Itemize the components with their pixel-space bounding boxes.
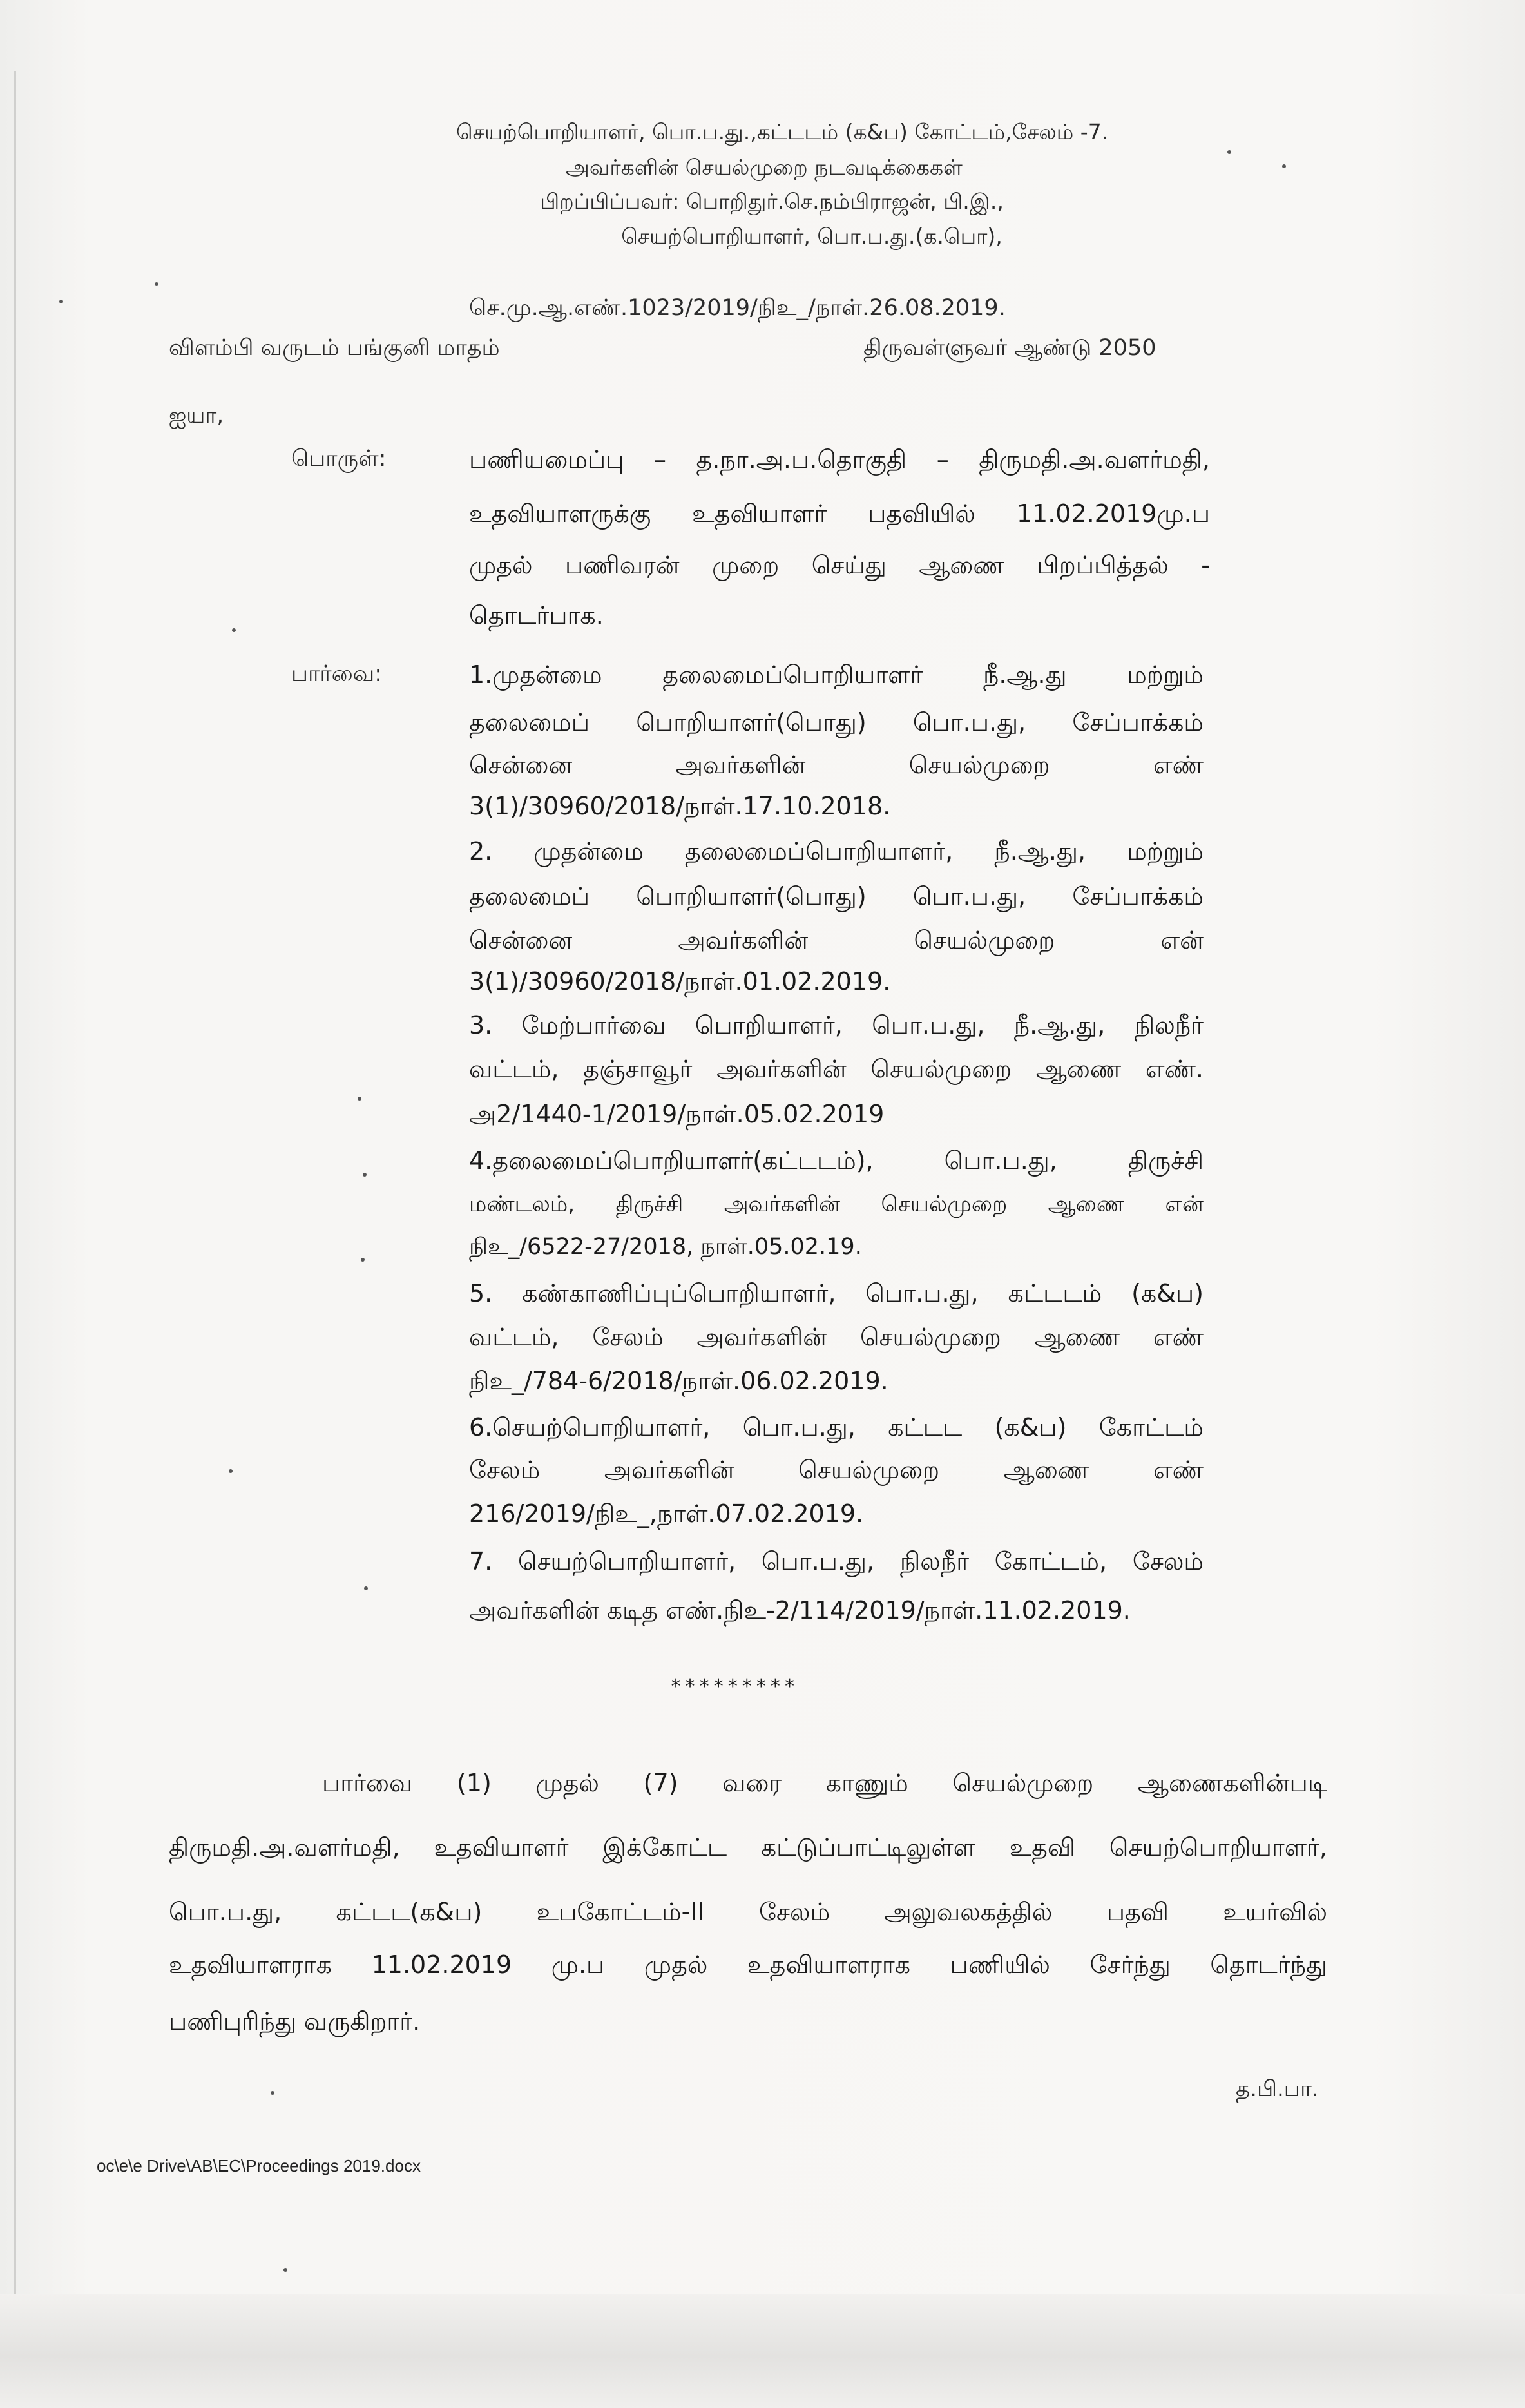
reference-1-line-1: 1.முதன்மை தலைமைப்பொறியாளர் நீ.ஆ.து மற்றும் <box>469 660 1204 689</box>
reference-6-last: 216/2019/நிஉ_,நாள்.07.02.2019. <box>469 1499 864 1528</box>
scan-speck <box>1282 164 1286 168</box>
reference-2-line-1: 2. முதன்மை தலைமைப்பொறியாளர், நீ.ஆ.து, மற்றும் <box>469 837 1204 865</box>
subject-line-2: உதவியாளருக்கு உதவியாளர் பதவியில் 11.02.2019மு.ப <box>469 499 1210 528</box>
scan-speck <box>364 1586 368 1590</box>
header-office-line: செயற்பொறியாளர், பொ.ப.து.,கட்டடம் (க&ப) கோட்டம்,சேலம் -7. <box>456 119 1109 144</box>
reference-3-last: அ2/1440-1/2019/நாள்.05.02.2019 <box>469 1100 885 1128</box>
reference-6-line-2: சேலம் அவர்களின் செயல்முறை ஆணை எண் <box>469 1456 1204 1484</box>
reference-number: செ.மு.ஆ.எண்.1023/2019/நிஉ_/நாள்.26.08.2019. <box>469 295 1006 321</box>
reference-5-line-1: 5. கண்காணிப்புப்பொறியாளர், பொ.ப.து, கட்டடம் (க&ப) <box>469 1279 1204 1307</box>
subject-line-4: தொடர்பாக. <box>469 601 604 630</box>
body-line-2: திருமதி.அ.வளர்மதி, உதவியாளர் இக்கோட்ட கட்டுப்பாட்டிலுள்ள உதவி செயற்பொறியாளர், <box>169 1833 1327 1862</box>
subject-line-3: முதல் பணிவரன் முறை செய்து ஆணை பிறப்பித்தல் - <box>469 551 1210 579</box>
reference-2-last: 3(1)/30960/2018/நாள்.01.02.2019. <box>469 967 891 996</box>
header-proceedings-line: அவர்களின் செயல்முறை நடவடிக்கைகள் <box>566 155 963 180</box>
header-designation-line: செயற்பொறியாளர், பொ.ப.து.(க.பொ), <box>621 224 1002 249</box>
scan-speck <box>1227 150 1231 154</box>
continued-overleaf: த.பி.பா. <box>1236 2076 1319 2102</box>
subject-line-1: பணியமைப்பு – த.நா.அ.ப.தொகுதி – திருமதி.அ.வளர்மதி, <box>469 445 1210 474</box>
body-line-5: பணிபுரிந்து வருகிறார். <box>169 2007 421 2036</box>
scan-speck <box>155 282 158 286</box>
page-edge-line <box>14 71 16 2294</box>
footer-file-path: oc\e\e Drive\AB\EC\Proceedings 2019.docx <box>97 2156 421 2175</box>
subject-label: பொருள்: <box>291 446 387 472</box>
scan-speck <box>271 2091 274 2095</box>
section-separator: ********* <box>670 1675 798 1698</box>
scan-speck <box>358 1097 361 1101</box>
reference-5-last: நிஉ_/784-6/2018/நாள்.06.02.2019. <box>469 1367 888 1395</box>
reference-7-line-1: 7. செயற்பொறியாளர், பொ.ப.து, நிலநீர் கோட்டம், சேலம் <box>469 1547 1204 1575</box>
scan-speck <box>232 628 236 632</box>
body-line-1: பார்வை (1) முதல் (7) வரை காணும் செயல்முறை ஆணைகளின்படி <box>322 1769 1327 1797</box>
scan-speck <box>229 1469 233 1473</box>
reference-3-line-1: 3. மேற்பார்வை பொறியாளர், பொ.ப.து, நீ.ஆ.து, நிலநீர் <box>469 1011 1204 1039</box>
reference-4-last: நிஉ_/6522-27/2018, நாள்.05.02.19. <box>469 1234 862 1260</box>
date-thiruvalluvar-year: திருவள்ளுவர் ஆண்டு 2050 <box>863 335 1156 361</box>
reference-6-line-1: 6.செயற்பொறியாளர், பொ.ப.து, கட்டட (க&ப) கோட்டம் <box>469 1413 1204 1441</box>
reference-2-line-3: சென்னை அவர்களின் செயல்முறை என் <box>469 926 1204 954</box>
reference-4-line-1: 4.தலைமைப்பொறியாளர்(கட்டடம்), பொ.ப.து, திருச்சி <box>469 1146 1204 1175</box>
reference-7-last: அவர்களின் கடித எண்.நிஉ-2/114/2019/நாள்.11.02.2019. <box>469 1596 1131 1624</box>
reference-1-last: 3(1)/30960/2018/நாள்.17.10.2018. <box>469 792 891 820</box>
scan-speck <box>283 2268 287 2272</box>
date-tamil-month: விளம்பி வருடம் பங்குனி மாதம் <box>169 335 500 361</box>
salutation: ஐயா, <box>169 403 224 429</box>
reference-4-line-2: மண்டலம், திருச்சி அவர்களின் செயல்முறை ஆணை என் <box>469 1191 1204 1217</box>
body-line-4: உதவியாளராக 11.02.2019 மு.ப முதல் உதவியாளராக பணியில் சேர்ந்து தொடர்ந்து <box>169 1950 1327 1979</box>
scan-speck <box>59 300 63 303</box>
reference-1-line-3: சென்னை அவர்களின் செயல்முறை எண் <box>469 751 1204 779</box>
reference-3-line-2: வட்டம், தஞ்சாவூர் அவர்களின் செயல்முறை ஆணை எண். <box>469 1055 1204 1083</box>
body-line-3: பொ.ப.து, கட்டட(க&ப) உபகோட்டம்-II சேலம் அலுவலகத்தில் பதவி உயர்வில் <box>169 1898 1327 1926</box>
header-issuer-line: பிறப்பிப்பவர்: பொறிதுர்.செ.நம்பிராஜன், பி.இ., <box>540 189 1004 214</box>
reference-1-line-2: தலைமைப் பொறியாளர்(பொது) பொ.ப.து, சேப்பாக்கம் <box>469 708 1204 737</box>
page-bottom-fold <box>0 2294 1525 2408</box>
references-label: பார்வை: <box>291 661 383 687</box>
scan-speck <box>363 1173 367 1177</box>
reference-2-line-2: தலைமைப் பொறியாளர்(பொது) பொ.ப.து, சேப்பாக்கம் <box>469 882 1204 910</box>
reference-5-line-2: வட்டம், சேலம் அவர்களின் செயல்முறை ஆணை எண் <box>469 1323 1204 1351</box>
scan-speck <box>361 1258 365 1262</box>
